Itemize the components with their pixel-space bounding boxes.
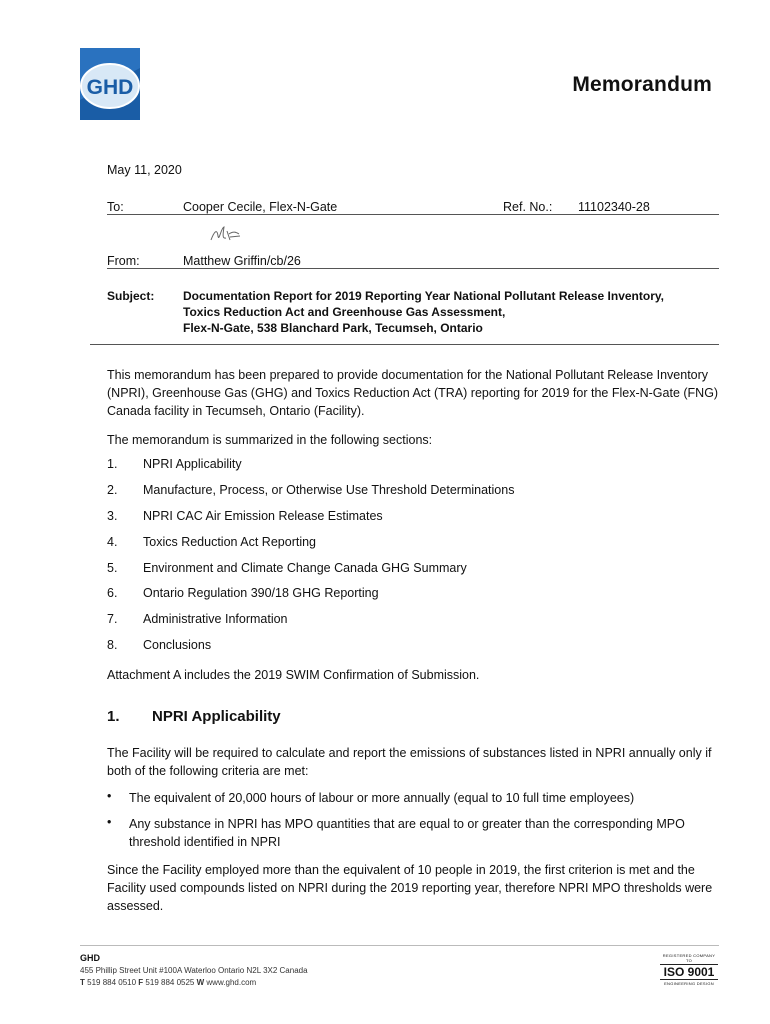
memo-title: Memorandum [572,73,712,96]
divider [107,214,719,215]
from-value: Matthew Griffin/cb/26 [183,254,301,268]
ghd-logo [80,48,140,120]
divider [107,268,719,269]
list-item: Toxics Reduction Act Reporting [143,535,317,549]
list-item: NPRI Applicability [143,457,242,471]
web-label: W [196,978,205,987]
list-item-number: 6. [107,586,118,600]
ref-label: Ref. No.: [503,200,553,214]
list-item: Manufacture, Process, or Otherwise Use Threshold Determinations [143,483,515,497]
iso-top-text: REGISTERED COMPANY TO [660,953,718,965]
intro-paragraph: This memorandum has been prepared to provide documentation for the National Pollutant Release Inventory (NPRI), Greenhouse Gas (GHG) and Toxics Reduction Act (TRA) reporting for 2019 for the Flex-N-Gate (FNG) Canada facility in Tecumseh, Ontario (Facility). [107,368,719,418]
footer-brand: GHD [80,953,100,963]
divider [90,344,719,345]
logo-text: GHD [86,76,134,99]
list-item: Administrative Information [143,612,288,626]
list-item-number: 4. [107,535,118,549]
fax-number: 519 884 0525 [145,978,195,987]
to-value: Cooper Cecile, Flex-N-Gate [183,200,338,214]
iso-bottom-text: ENGINEERING DESIGN [660,979,718,986]
bullet-item: Any substance in NPRI has MPO quantities that are equal to or greater than the corresponding MPO threshold identified in NPRI [129,817,685,849]
ref-value: 11102340-28 [578,200,650,214]
iso-badge [660,953,718,986]
list-item-number: 1. [107,457,118,471]
section-heading-number: 1. [107,708,120,725]
subject-line: Documentation Report for 2019 Reporting Year National Pollutant Release Inventory, [183,289,664,303]
list-item-number: 3. [107,509,118,523]
memo-date: May 11, 2020 [107,163,182,177]
section-heading: NPRI Applicability [152,708,281,725]
phone-number: 519 884 0510 [87,978,137,987]
to-label: To: [107,200,124,214]
list-item: Ontario Regulation 390/18 GHG Reporting [143,586,379,600]
from-label: From: [107,254,140,268]
list-item: NPRI CAC Air Emission Release Estimates [143,509,383,523]
bullet-item: The equivalent of 20,000 hours of labour or more annually (equal to 10 full time employees) [129,791,635,805]
footer-address: 455 Phillip Street Unit #100A Waterloo Ontario N2L 3X2 Canada [80,966,308,975]
bullet-icon: • [107,815,112,829]
list-item-number: 7. [107,612,118,626]
criteria-intro: The Facility will be required to calculate and report the emissions of substances listed in NPRI annually only if both of the following criteria are met: [107,746,712,778]
attachment-note: Attachment A includes the 2019 SWIM Confirmation of Submission. [107,668,480,682]
subject-label: Subject: [107,289,155,303]
initials-signature [208,222,242,251]
subject-line: Flex-N-Gate, 538 Blanchard Park, Tecumseh, Ontario [183,321,483,335]
iso-main-text: ISO 9001 [663,965,715,979]
footer-divider [80,945,719,946]
list-item-number: 2. [107,483,118,497]
list-item-number: 8. [107,638,118,652]
subject-line: Toxics Reduction Act and Greenhouse Gas Assessment, [183,305,506,319]
footer-contact [80,978,256,987]
phone-label: T [80,978,85,987]
list-item: Conclusions [143,638,212,652]
summary-intro: The memorandum is summarized in the following sections: [107,433,433,447]
list-item: Environment and Climate Change Canada GHG Summary [143,561,467,575]
closing-paragraph: Since the Facility employed more than the equivalent of 10 people in 2019, the first criterion is met and the Facility used compounds listed on NPRI during the 2019 reporting year, therefore NPRI MPO thresholds were assessed. [107,863,713,913]
web-link[interactable]: www.ghd.com [206,978,257,987]
bullet-icon: • [107,789,112,803]
list-item-number: 5. [107,561,118,575]
fax-label: F [138,978,144,987]
